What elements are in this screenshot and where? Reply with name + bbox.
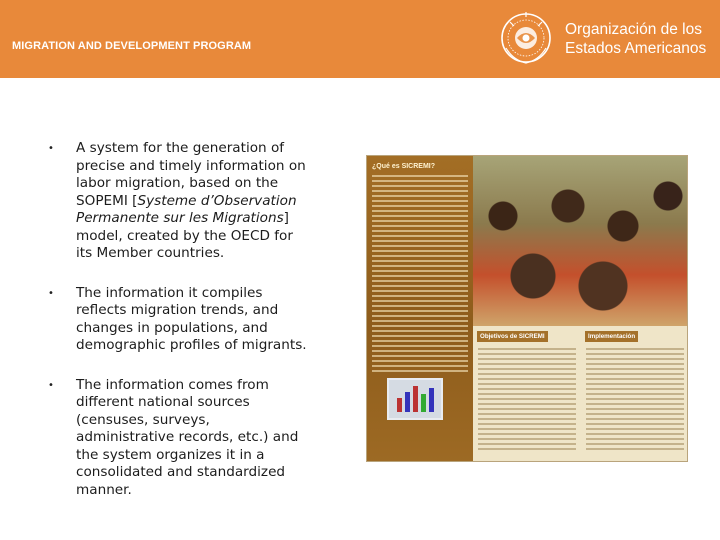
organization-name [565,20,715,58]
organization-name-line1: Organización de los [565,21,702,38]
brochure-objectives-lines [478,348,576,453]
organization-name-line2: Estados Americanos [565,40,707,57]
bullet-item [48,285,308,355]
brochure-bottom-panel [473,326,688,462]
brochure-left-panel [367,156,473,462]
brochure-objectives-heading: Objetivos de SICREMI [477,331,548,342]
bullet-list [48,140,308,521]
children-photo [473,156,688,326]
bullet-marker: • [48,143,54,154]
bullet-marker: • [48,379,54,391]
monitor-icon [387,378,443,420]
bullet-text-part: ] model, created by the OECD for its Member countries. [76,210,293,261]
brochure-implementation-heading: Implementación [585,331,638,342]
bullet-marker: • [48,287,54,299]
header-band [0,0,720,78]
oas-seal-icon [500,8,552,68]
bullet-text: The information comes from different national sources (censuses, surveys, administrative records, etc.) and the system organizes it in a consolidated and standardized manner. [76,376,299,498]
bullet-text: The information it compiles reflects migration trends, and changes in populations, and demographic profiles of migrants. [76,284,307,353]
bullet-text [76,140,308,263]
bullet-text-part: A system for the generation of precise and timely information on labor migration, based on the SOPEMI [ [76,140,306,209]
bullet-text-italic: Systeme d’Observation Permanente sur les Migrations [76,192,297,226]
program-title: MIGRATION AND DEVELOPMENT PROGRAM [12,40,252,52]
brochure-implementation-lines [586,348,684,453]
bullet-item [48,140,308,263]
brochure-text-lines [372,175,468,375]
brochure-heading: ¿Qué es SICREMI? [372,163,436,170]
bullet-item [48,377,308,500]
sicremi-brochure-image [366,155,688,462]
